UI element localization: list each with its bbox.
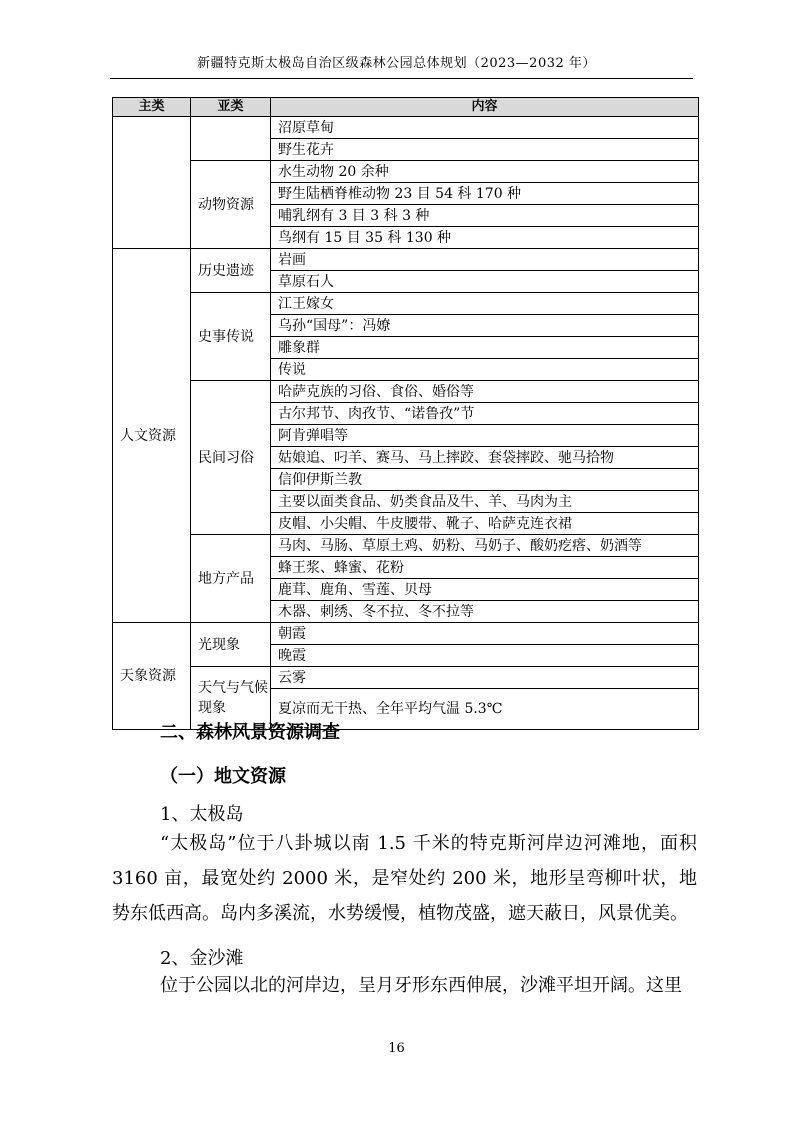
content-cell: 皮帽、小尖帽、牛皮腰带、靴子、哈萨克连衣裙 <box>271 513 699 535</box>
content-cell: 蜂王浆、蜂蜜、花粉 <box>271 557 699 579</box>
content-cell: 晚霞 <box>271 645 699 667</box>
content-cell: 草原石人 <box>271 271 699 293</box>
paragraph-taiji: “太极岛”位于八卦城以南 1.5 千米的特克斯河岸边河滩地，面积 3160 亩，最宽处约 2000 米，是窄处约 200 米，地形呈弯柳叶状，地势东低西高。岛内多溪流，水势缓慢，植物茂盛，遮天蔽日，风景优美。 <box>112 833 697 924</box>
sub-class-legend: 史事传说 <box>191 293 271 381</box>
table-row <box>113 293 699 315</box>
content-cell: 鹿茸、鹿角、雪莲、贝母 <box>271 579 699 601</box>
content-cell: 姑娘追、叼羊、赛马、马上摔跤、套袋摔跤、驰马拾物 <box>271 447 699 469</box>
content-cell: 朝霞 <box>271 623 699 645</box>
content-cell: 沼原草甸 <box>271 117 699 139</box>
item-title-taiji: 1、太极岛 <box>160 804 244 825</box>
header-sub-class: 亚类 <box>191 98 271 117</box>
table-row <box>113 381 699 403</box>
content-cell: 哈萨克族的习俗、食俗、婚俗等 <box>271 381 699 403</box>
table-row <box>113 249 699 271</box>
sub-class-light: 光现象 <box>191 623 271 667</box>
subsection-title: （一）地文资源 <box>160 766 286 787</box>
content-cell: 江王嫁女 <box>271 293 699 315</box>
paragraph-golden-beach: 位于公园以北的河岸边，呈月牙形东西伸展，沙滩平坦开阔。这里 <box>160 975 682 996</box>
main-class-cell <box>113 117 191 249</box>
content-cell: 马肉、马肠、草原土鸡、奶粉、马奶子、酸奶疙瘩、奶酒等 <box>271 535 699 557</box>
content-cell: 信仰伊斯兰教 <box>271 469 699 491</box>
content-cell: 水生动物 20 余种 <box>271 161 699 183</box>
table-row <box>113 667 699 689</box>
content-cell: 野生花卉 <box>271 139 699 161</box>
sub-class-history: 历史遗迹 <box>191 249 271 293</box>
content-cell: 岩画 <box>271 249 699 271</box>
sub-class-cell <box>191 117 271 161</box>
content-cell: 主要以面类食品、奶类食品及牛、羊、马肉为主 <box>271 491 699 513</box>
table-row <box>113 161 699 183</box>
content-cell: 雕象群 <box>271 337 699 359</box>
content-cell: 夏凉而无干热、全年平均气温 5.3℃ <box>271 689 699 730</box>
table-row <box>113 535 699 557</box>
main-class-humanities: 人文资源 <box>113 249 191 623</box>
item-title-golden-beach: 2、金沙滩 <box>160 948 244 969</box>
section-title: 二、森林风景资源调查 <box>160 722 340 743</box>
sub-class-animal: 动物资源 <box>191 161 271 249</box>
content-cell: 传说 <box>271 359 699 381</box>
sub-class-folk: 民间习俗 <box>191 381 271 535</box>
page-header: 新疆特克斯太极岛自治区级森林公园总体规划（2023—2032 年） <box>197 56 596 71</box>
content-cell: 乌孙“国母”：冯嫽 <box>271 315 699 337</box>
header-main-class: 主类 <box>113 98 191 117</box>
sub-class-products: 地方产品 <box>191 535 271 623</box>
main-class-celestial: 天象资源 <box>113 623 191 730</box>
content-cell: 野生陆栖脊椎动物 23 目 54 科 170 种 <box>271 183 699 205</box>
resource-table <box>112 97 699 730</box>
sub-class-weather: 天气与气候现象 <box>191 667 271 730</box>
content-cell: 鸟纲有 15 目 35 科 130 种 <box>271 227 699 249</box>
content-cell: 阿肯弹唱等 <box>271 425 699 447</box>
content-cell: 木器、刺绣、冬不拉、冬不拉等 <box>271 601 699 623</box>
header-content: 内容 <box>271 98 699 117</box>
table-header-row <box>113 98 699 117</box>
table-row <box>113 623 699 645</box>
table-row <box>113 117 699 139</box>
content-cell: 古尔邦节、肉孜节、“诺鲁孜”节 <box>271 403 699 425</box>
content-cell: 云雾 <box>271 667 699 689</box>
content-cell: 哺乳纲有 3 目 3 科 3 种 <box>271 205 699 227</box>
page-number: 16 <box>388 1041 405 1056</box>
header-divider <box>110 78 693 79</box>
